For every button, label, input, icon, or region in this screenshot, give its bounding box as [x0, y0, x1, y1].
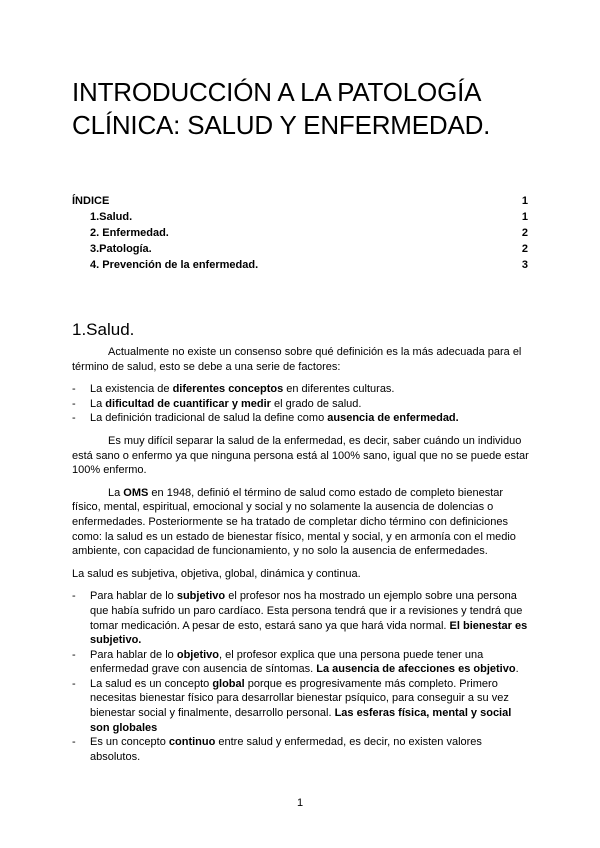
text: en diferentes culturas.	[283, 383, 395, 396]
list-item	[72, 648, 530, 677]
text: La existencia de	[90, 383, 173, 396]
text: La	[90, 397, 106, 410]
bold-text: diferentes conceptos	[172, 383, 284, 396]
bold-text: objetivo	[176, 648, 220, 661]
toc-item[interactable]	[72, 257, 528, 273]
text: el profesor nos ha mostrado un ejemplo sobre una persona que había sufrido un paro cardíaco. Esta persona tendrá que ir a revisiones y tendrá que tomar medicación. A pesar de esto, estará sano ya que hará vida normal.	[90, 590, 523, 632]
text: La definición tradicional de salud la define como	[90, 412, 328, 425]
toc-item-label[interactable]: 4. Prevención de la enfermedad.	[90, 259, 259, 271]
toc-item-label[interactable]: 1.Salud.	[90, 211, 133, 223]
text: Para hablar de lo	[90, 590, 177, 603]
toc-item[interactable]	[72, 225, 528, 241]
list-item	[72, 589, 530, 647]
factor-list	[72, 382, 530, 426]
bold-text: global	[212, 677, 245, 690]
bold-text: El bienestar es subjetivo.	[90, 619, 528, 647]
table-of-contents	[72, 193, 528, 273]
toc-item-page: 2	[521, 243, 528, 255]
text: entre salud y enfermedad, es decir, no existen valores absolutos.	[90, 736, 482, 763]
bold-text: ausencia de enfermedad.	[327, 412, 459, 425]
toc-item-page: 2	[521, 227, 528, 239]
text: en 1948, definió el término de salud como estado de completo bienestar físico, mental, espiritual, emocional y social y no solamente la ausencia de dolencias o enfermedades. Posteriormente se ha tratado de completar dicho término con definiciones como: la salud es un estado de bienestar físico, mental y social, y en armonía con el medio ambiente, con capacidad de funcionamiento, y no solo la ausencia de enfermedades.	[72, 486, 516, 558]
text: La	[108, 486, 124, 499]
toc-heading: ÍNDICE	[72, 195, 110, 207]
bold-text: OMS	[123, 486, 149, 499]
toc-item-page: 1	[521, 211, 528, 223]
text: Para hablar de lo	[90, 648, 177, 661]
paragraph: Es muy difícil separar la salud de la enfermedad, es decir, saber cuándo un individuo está sano o enfermo ya que ninguna persona está al 100% sano, igual que no se puede estar 100% enfermo.	[72, 434, 529, 477]
bold-text: continuo	[168, 736, 216, 749]
text: .	[515, 663, 519, 676]
toc-item-page: 3	[521, 259, 528, 271]
list-item	[72, 397, 530, 412]
list-item	[72, 411, 530, 426]
bold-text: dificultad de cuantificar y medir	[105, 397, 271, 410]
toc-heading-page: 1	[521, 195, 528, 207]
section-body	[72, 345, 530, 772]
toc-item[interactable]	[72, 209, 528, 225]
toc-heading-row	[72, 193, 528, 209]
text: Es un concepto	[90, 736, 169, 749]
page-number: 1	[296, 797, 304, 809]
bold-text: La ausencia de afecciones es objetivo	[316, 663, 516, 676]
list-item	[72, 735, 530, 764]
document-title: INTRODUCCIÓN A LA PATOLOGÍA CLÍNICA: SALUD Y ENFERMEDAD.	[72, 77, 491, 140]
list-item	[72, 382, 530, 397]
text: La salud es un concepto	[90, 677, 213, 690]
bold-text: subjetivo	[176, 590, 226, 603]
toc-item-label[interactable]: 2. Enfermedad.	[90, 227, 169, 239]
toc-item-label[interactable]: 3.Patología.	[90, 243, 152, 255]
list-item	[72, 677, 530, 735]
properties-list	[72, 589, 530, 764]
text: , el profesor explica que una persona puede tener una enfermedad grave con ausencia de síntomas.	[90, 648, 484, 676]
paragraph: La salud es subjetiva, objetiva, global, dinámica y continua.	[72, 567, 361, 580]
text: porque es progresivamente más completo. Primero necesitas bienestar físico para desarrollar bienestar psíquico, para conseguir a su vez bienestar social y finalmente, desarrollo personal.	[90, 677, 509, 720]
bold-text: Las esferas física, mental y social son globales	[90, 707, 512, 734]
text: el grado de salud.	[270, 397, 362, 410]
paragraph: Actualmente no existe un consenso sobre qué definición es la más adecuada para el término de salud, esto se debe a una serie de factores:	[72, 346, 522, 373]
toc-item[interactable]	[72, 241, 528, 257]
section-heading: 1.Salud.	[72, 320, 135, 339]
paragraph	[72, 486, 530, 559]
